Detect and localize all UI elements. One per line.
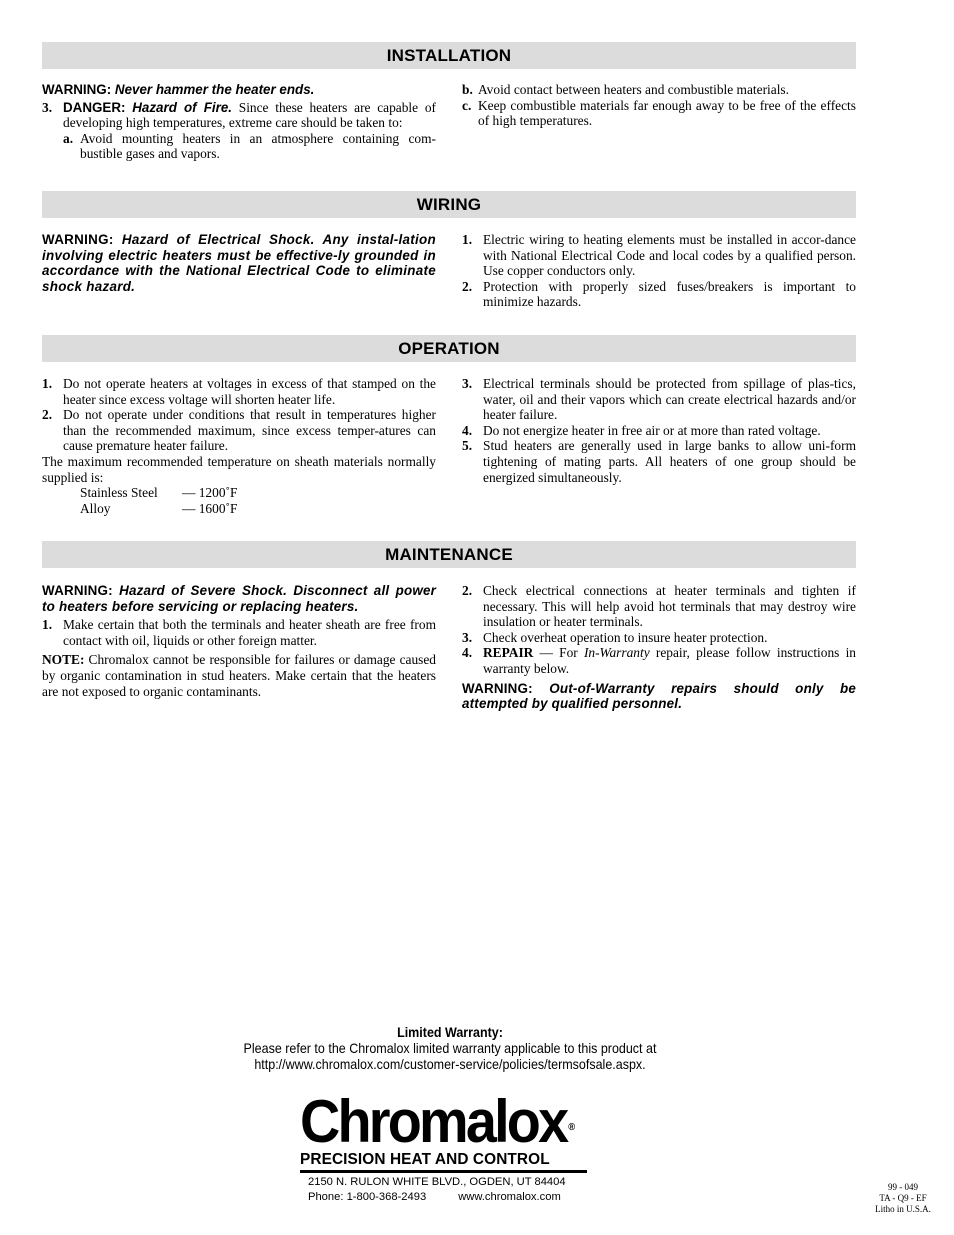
phone-number: Phone: 1-800-368-2493 (308, 1191, 427, 1203)
installation-left-column (42, 82, 436, 162)
item-text: Electrical terminals should be protected from spillage of plas-tics, water, oil and their vapors which can create electrical hazards and/or heater failure. (483, 376, 856, 423)
item-number: 4. (462, 645, 473, 661)
operation-heading: OPERATION (42, 335, 856, 362)
material-name: Stainless Steel (80, 485, 158, 501)
logo-text: Chromalox (300, 1088, 567, 1155)
max-temp-text: The maximum recommended temperature on sheath materials normally supplied is: (42, 453, 436, 485)
item-number: 3. (462, 376, 473, 391)
item-text: — For (539, 645, 578, 661)
logo-wordmark (300, 1088, 579, 1155)
repair-label: REPAIR (483, 645, 534, 661)
installation-warning (42, 82, 436, 98)
operation-item (462, 438, 856, 485)
warranty-text: Please refer to the Chromalox limited warranty applicable to this product at (243, 1041, 657, 1056)
maintenance-item-4 (462, 645, 856, 676)
warning-label: WARNING: (462, 680, 533, 696)
material-temp: — 1200˚F (182, 485, 238, 501)
maintenance-warning-2 (462, 681, 856, 712)
item-text: Check electrical connections at heater terminals and tighten if necessary. This will help avoid hot terminals that may destroy wire insulation or heater terminals. (483, 583, 856, 630)
operation-item (42, 376, 436, 407)
note-label: NOTE: (42, 652, 85, 668)
material-name: Alloy (80, 500, 111, 516)
item-text: Do not operate under conditions that result in temperatures higher than the recommended maximum, since excess temper-atures can cause premature heater failure. (63, 407, 436, 454)
wiring-left-column (42, 232, 436, 294)
operation-item (42, 407, 436, 454)
item-text: Protection with properly sized fuses/breakers is important to minimize hazards. (483, 278, 856, 310)
item-number: 2. (462, 278, 473, 294)
installation-item-3 (42, 100, 436, 131)
operation-left-column (42, 376, 436, 516)
company-address (308, 1175, 566, 1205)
warning-text: Hazard of Electrical Shock. Any instal-lation involving electric heaters must be effective-ly grounded in accordance with the National Electrical Code to eliminate shock hazard. (42, 232, 436, 294)
warranty-title: Limited Warranty: (397, 1025, 503, 1040)
item-text: Do not energize heater in free air or at more than rated voltage. (483, 422, 821, 438)
installation-sub-b (462, 82, 856, 98)
item-number: 1. (462, 232, 473, 247)
installation-sub-a (42, 131, 436, 162)
item-number: 3. (462, 629, 473, 645)
item-number: 1. (42, 376, 53, 391)
contact-line (308, 1190, 566, 1205)
item-number: 1. (42, 617, 53, 633)
danger-label: DANGER: (63, 99, 126, 115)
website: www.chromalox.com (458, 1191, 561, 1203)
item-number: 5. (462, 438, 473, 454)
logo-tagline: PRECISION HEAT AND CONTROL (300, 1151, 587, 1173)
item-text: Check overheat operation to insure heater protection. (483, 629, 768, 645)
item-text: Keep combustible materials far enough away to be free of the effects of high temperatures. (478, 97, 856, 129)
maintenance-left-column (42, 583, 436, 699)
document-code: TA - Q9 - EF (879, 1193, 927, 1203)
wiring-item (462, 232, 856, 279)
maintenance-item-2 (462, 583, 856, 630)
material-row (42, 501, 436, 517)
wiring-item (462, 279, 856, 310)
material-row (42, 485, 436, 501)
item-text: Make certain that both the terminals and heater sheath are free from contact with oil, liquids or other foreign matter. (63, 617, 436, 648)
chromalox-logo (300, 1088, 600, 1173)
item-text: repair, please follow instructions in warranty below. (483, 645, 856, 676)
item-letter: a. (63, 130, 74, 146)
warning-text: Never hammer the heater ends. (114, 82, 315, 97)
item-letter: b. (462, 82, 473, 97)
danger-hazard: Hazard of Fire. (132, 99, 233, 115)
item-number: 2. (462, 583, 473, 598)
installation-heading: INSTALLATION (42, 42, 856, 69)
note-text: Chromalox cannot be responsible for failures or damage caused by organic contamination in stud heaters. Make certain that the heaters are not exposed to organic contaminants. (42, 652, 437, 699)
installation-sub-c (462, 98, 856, 129)
warning-label: WARNING: (42, 82, 112, 97)
document-codes (860, 1182, 946, 1215)
litho-note: Litho in U.S.A. (875, 1204, 931, 1214)
operation-right-column (462, 376, 856, 485)
warning-label: WARNING: (42, 583, 113, 598)
wiring-warning (42, 232, 436, 294)
maintenance-note (42, 652, 436, 699)
warranty-url: http://www.chromalox.com/customer-service/policies/termsofsale.aspx. (254, 1057, 646, 1072)
item-number: 4. (462, 422, 473, 438)
address-line: 2150 N. RULON WHITE BLVD., OGDEN, UT 84404 (308, 1176, 566, 1188)
operation-item (462, 376, 856, 423)
warning-text: Out-of-Warranty repairs should only be attempted by qualified personnel. (462, 680, 856, 712)
warning-text: Hazard of Severe Shock. Disconnect all power to heaters before servicing or replacing heaters. (42, 583, 437, 614)
wiring-right-column (462, 232, 856, 310)
registered-mark: ® (568, 1122, 576, 1133)
item-number: 3. (42, 99, 53, 115)
in-warranty-text: In-Warranty (583, 645, 650, 661)
item-text: Since these heaters are capable of developing high temperatures, extreme care should be taken to: (63, 99, 436, 131)
item-number: 2. (42, 407, 53, 423)
maintenance-warning (42, 583, 436, 614)
warning-label: WARNING: (42, 232, 114, 247)
maintenance-item-3 (462, 630, 856, 646)
maintenance-heading: MAINTENANCE (42, 541, 856, 568)
limited-warranty (202, 1025, 699, 1073)
material-temp: — 1600˚F (182, 500, 238, 516)
document-code: 99 - 049 (888, 1182, 918, 1192)
item-text: Avoid contact between heaters and combustible materials. (478, 82, 789, 97)
wiring-heading: WIRING (42, 191, 856, 218)
operation-item (462, 423, 856, 439)
maintenance-item-1 (42, 617, 436, 648)
item-text: Avoid mounting heaters in an atmosphere containing com-bustible gases and vapors. (80, 130, 436, 162)
item-letter: c. (462, 97, 472, 113)
item-text: Stud heaters are generally used in large banks to allow uni-form tightening of mating parts. All heaters of one group should be energized simultaneously. (483, 438, 856, 485)
installation-right-column (462, 82, 856, 129)
item-text: Do not operate heaters at voltages in excess of that stamped on the heater since excess voltage will shorten heater life. (63, 376, 436, 407)
item-text: Electric wiring to heating elements must be installed in accor-dance with National Electrical Code and local codes by a qualified person. Use copper conductors only. (483, 232, 856, 279)
maintenance-right-column (462, 583, 856, 712)
